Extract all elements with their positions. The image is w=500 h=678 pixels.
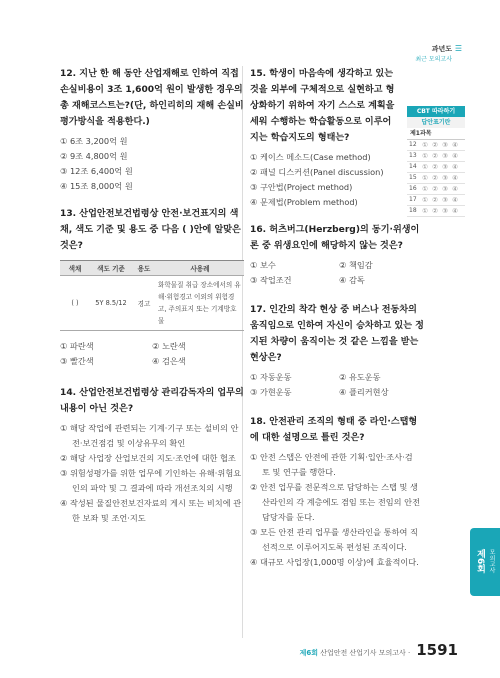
cbt-answer-bubble[interactable]: ①	[422, 185, 428, 193]
question-text: 18. 안전관리 조직의 형태 중 라인·스탭형에 대한 설명으로 틀린 것은?	[250, 417, 418, 443]
option[interactable]: ④ 작성된 물질안전보건자료의 게시 또는 비치에 관한 보좌 및 조언·지도	[60, 498, 242, 523]
table-cell: 화학물질 취급 장소에서의 유해·위험경고 이외의 위험경고, 주의표지 또는 기계방호물	[156, 276, 244, 331]
cbt-answer-bubble[interactable]: ③	[442, 207, 448, 215]
cbt-answer-bubble[interactable]: ③	[442, 185, 448, 193]
cbt-answer-row	[407, 162, 465, 173]
option[interactable]: ① 해당 작업에 관련되는 기계·기구 또는 설비의 안전·보건점검 및 이상유무의 확인	[60, 423, 239, 448]
cbt-answer-bubble[interactable]: ①	[422, 141, 428, 149]
header-line2: 최근 모의고사	[415, 56, 452, 63]
page-number: 1591	[416, 641, 458, 659]
option[interactable]: ③ 위험성평가를 위한 업무에 기인하는 유해·위험요인의 파악 및 그 결과에 따라 개선조치의 시행	[60, 468, 242, 493]
option-list	[250, 150, 400, 210]
cbt-answer-bubble[interactable]: ④	[452, 185, 458, 193]
question-14	[60, 385, 244, 526]
cbt-row-number: 17	[409, 196, 417, 203]
option-list	[60, 134, 244, 194]
cbt-row-number: 13	[409, 152, 417, 159]
table-row	[60, 276, 244, 331]
right-column	[250, 66, 428, 578]
cbt-row-number: 14	[409, 163, 417, 170]
question-16	[250, 222, 428, 288]
cbt-row-number: 12	[409, 141, 417, 148]
table-header: 색채	[60, 261, 90, 276]
option-list	[250, 258, 428, 288]
option[interactable]: ② 유도운동	[339, 372, 381, 382]
cbt-answer-bubble[interactable]: ②	[432, 174, 438, 182]
cbt-answer-row	[407, 184, 465, 195]
table-header: 색도 기준	[90, 261, 132, 276]
table-header: 용도	[132, 261, 156, 276]
cbt-answer-bubble[interactable]: ①	[422, 174, 428, 182]
table-cell: 경고	[132, 276, 156, 331]
footer-round: 제6회	[299, 649, 318, 657]
cbt-answer-row	[407, 173, 465, 184]
option[interactable]: ② 책임감	[339, 260, 373, 270]
cbt-answer-bubble[interactable]: ①	[422, 152, 428, 160]
option[interactable]: ③ 구안법(Project method)	[250, 182, 353, 192]
safety-sign-table	[60, 260, 244, 331]
left-column	[60, 66, 244, 534]
cbt-row-number: 16	[409, 185, 417, 192]
cbt-answer-bubble[interactable]: ②	[432, 196, 438, 204]
question-17	[250, 302, 428, 400]
rss-icon: ☰	[454, 44, 462, 53]
table-cell: 5Y 8.5/12	[90, 276, 132, 331]
option[interactable]: ③ 빨간색	[60, 356, 94, 366]
side-tab-small: 모의고사	[488, 549, 495, 573]
cbt-answer-bubble[interactable]: ②	[432, 141, 438, 149]
question-15	[250, 66, 400, 210]
cbt-answer-bubble[interactable]: ①	[422, 196, 428, 204]
cbt-answer-bubble[interactable]: ②	[432, 185, 438, 193]
side-tab-main: 제6회	[475, 549, 485, 574]
question-18	[250, 414, 420, 570]
header-line1: 과년도	[431, 45, 452, 53]
cbt-answer-bubble[interactable]: ②	[432, 207, 438, 215]
option-list	[60, 421, 244, 526]
option[interactable]: ① 안전 스탭은 안전에 관한 기획·입안·조사·검토 및 연구를 행한다.	[250, 452, 413, 477]
question-text: 13. 산업안전보건법령상 안전·보건표지의 색채, 색도 기준 및 용도 중 다음 ( )안에 알맞은 것은?	[60, 209, 241, 251]
option[interactable]: ④ 플리커현상	[339, 387, 389, 397]
option-list	[250, 370, 428, 400]
cbt-answer-bubble[interactable]: ②	[432, 152, 438, 160]
cbt-answer-bubble[interactable]: ④	[452, 152, 458, 160]
option[interactable]: ① 보수	[250, 260, 276, 270]
cbt-answer-row	[407, 195, 465, 206]
option[interactable]: ② 패널 디스커션(Panel discussion)	[250, 167, 384, 177]
cbt-answer-bubble[interactable]: ④	[452, 141, 458, 149]
option[interactable]: ④ 검은색	[152, 356, 186, 366]
option[interactable]: ② 해당 사업장 산업보건의 지도·조언에 대한 협조	[60, 453, 236, 463]
question-text: 14. 산업안전보건법령상 관리감독자의 업무의 내용이 아닌 것은?	[60, 388, 244, 414]
option[interactable]: ① 케이스 메소드(Case method)	[250, 152, 371, 162]
option[interactable]: ③ 가현운동	[250, 387, 292, 397]
question-text: 15. 학생이 마음속에 생각하고 있는 것을 외부에 구체적으로 실현하고 형상화하기 위하여 자기 스스로 계획을 세워 수행하는 학습활동으로 이루어지는 학습지도의 형태는?	[250, 69, 395, 143]
cbt-answer-bubble[interactable]: ①	[422, 163, 428, 171]
option-list	[60, 339, 244, 369]
cbt-answer-bubble[interactable]: ③	[442, 196, 448, 204]
question-13	[60, 206, 244, 369]
option-list	[250, 450, 420, 570]
table-cell: ( )	[60, 276, 90, 331]
cbt-title: CBT 따라하기	[407, 106, 465, 117]
footer-source	[300, 648, 411, 658]
option[interactable]: ② 안전 업무를 전문적으로 담당하는 스탭 및 생산라인의 각 계층에도 겸임 또는 전임의 안전담당자를 둔다.	[250, 482, 420, 522]
cbt-subject: 제1과목	[407, 128, 465, 140]
page-footer	[300, 641, 458, 659]
question-text: 16. 허츠버그(Herzberg)의 동기·위생이론 중 위생요인에 해당하지 않는 것은?	[250, 225, 420, 251]
option[interactable]: ② 9조 4,800억 원	[60, 151, 128, 161]
option[interactable]: ④ 감독	[339, 275, 365, 285]
option[interactable]: ① 파란색	[60, 341, 94, 351]
table-header: 사용례	[156, 261, 244, 276]
cbt-answer-bubble[interactable]: ②	[432, 163, 438, 171]
cbt-answer-row	[407, 140, 465, 151]
option[interactable]: ③ 모든 안전 관리 업무를 생산라인을 통하여 직선적으로 이루어지도록 편성된 조직이다.	[250, 527, 418, 552]
cbt-answer-bubble[interactable]: ③	[442, 141, 448, 149]
option[interactable]: ① 6조 3,200억 원	[60, 136, 128, 146]
option[interactable]: ④ 대규모 사업장(1,000명 이상)에 효율적이다.	[250, 557, 419, 567]
cbt-answer-bubble[interactable]: ④	[452, 207, 458, 215]
option[interactable]: ③ 12조 6,400억 원	[60, 166, 133, 176]
cbt-answer-row	[407, 206, 465, 217]
option[interactable]: ③ 작업조건	[250, 275, 292, 285]
footer-source-text: 산업안전 산업기사 모의고사 ·	[320, 649, 411, 657]
header-badge	[415, 44, 462, 63]
question-12	[60, 66, 244, 194]
cbt-answer-bubble[interactable]: ①	[422, 207, 428, 215]
cbt-answer-bubble[interactable]: ④	[452, 174, 458, 182]
cbt-row-number: 15	[409, 174, 417, 181]
cbt-rows	[407, 140, 465, 217]
cbt-row-number: 18	[409, 207, 417, 214]
question-text: 12. 지난 한 해 동안 산업재해로 인하여 직접 손실비용이 3조 1,600억 원이 발생한 경우의 총 재해코스트는?(단, 하인리히의 재해 손실비 평가방식을 적용한다.)	[60, 69, 244, 127]
option[interactable]: ① 자동운동	[250, 372, 292, 382]
question-text: 17. 인간의 착각 현상 중 버스나 전동차의 움직임으로 인하여 자신이 승차하고 있는 정지된 차량이 움직이는 것 같은 느낌을 받는 현상은?	[250, 305, 424, 363]
cbt-answer-bubble[interactable]: ④	[452, 196, 458, 204]
cbt-answer-bubble[interactable]: ③	[442, 163, 448, 171]
cbt-answer-bubble[interactable]: ③	[442, 174, 448, 182]
cbt-answer-row	[407, 151, 465, 162]
cbt-answer-bubble[interactable]: ④	[452, 163, 458, 171]
cbt-answer-panel	[407, 106, 465, 217]
round-side-tab	[470, 528, 500, 596]
cbt-answer-bubble[interactable]: ③	[442, 152, 448, 160]
cbt-subtitle: 답안표기란	[407, 117, 465, 128]
option[interactable]: ④ 문제법(Problem method)	[250, 197, 358, 207]
option[interactable]: ② 노란색	[152, 341, 186, 351]
option[interactable]: ④ 15조 8,000억 원	[60, 181, 133, 191]
